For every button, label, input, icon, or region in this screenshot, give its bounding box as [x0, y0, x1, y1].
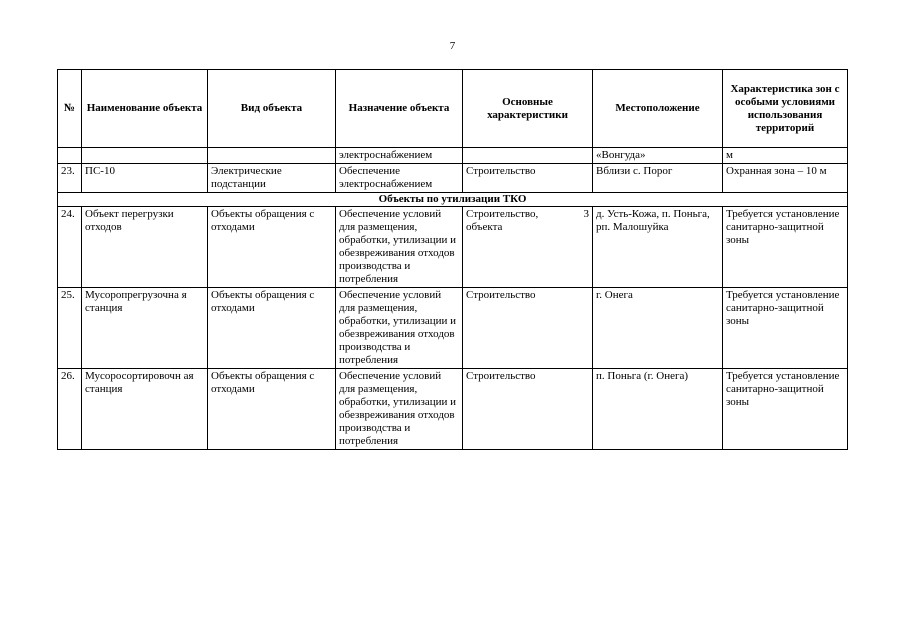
- table-row: [58, 207, 848, 288]
- header-characteristics: Основные характеристики: [463, 70, 593, 148]
- table-row: [58, 288, 848, 369]
- cell-location: г. Онега: [593, 288, 723, 369]
- cell-type: Объекты обращения с отходами: [208, 369, 336, 450]
- cell-purpose: Обеспечение условий для размещения, обработки, утилизации и обезвреживания отходов производства и потребления: [336, 369, 463, 450]
- cell-characteristics: Строительство: [463, 164, 593, 193]
- objects-table: [57, 69, 848, 450]
- section-row: [58, 193, 848, 207]
- cell-characteristics: Строительство: [463, 369, 593, 450]
- header-name: Наименование объекта: [82, 70, 208, 148]
- cell-name: ПС-10: [82, 164, 208, 193]
- cell-name: Объект перегрузки отходов: [82, 207, 208, 288]
- cell-num: 25.: [58, 288, 82, 369]
- cell-name: [82, 148, 208, 164]
- cell-num: [58, 148, 82, 164]
- cell-num: 24.: [58, 207, 82, 288]
- cell-purpose: Обеспечение условий для размещения, обработки, утилизации и обезвреживания отходов производства и потребления: [336, 207, 463, 288]
- cell-location: п. Поньга (г. Онега): [593, 369, 723, 450]
- cell-purpose: Обеспечение электроснабжением: [336, 164, 463, 193]
- cell-zone: Требуется установление санитарно-защитной зоны: [723, 288, 848, 369]
- cell-type: Объекты обращения с отходами: [208, 207, 336, 288]
- table-row: [58, 148, 848, 164]
- cell-characteristics: Строительство: [463, 288, 593, 369]
- cell-name: Мусоропрегрузочна я станция: [82, 288, 208, 369]
- cell-characteristics: [463, 148, 593, 164]
- header-purpose: Назначение объекта: [336, 70, 463, 148]
- cell-type: [208, 148, 336, 164]
- cell-zone: Требуется установление санитарно-защитной зоны: [723, 207, 848, 288]
- cell-type: Объекты обращения с отходами: [208, 288, 336, 369]
- cell-location: д. Усть-Кожа, п. Поньга, рп. Малошуйка: [593, 207, 723, 288]
- page-number: 7: [449, 40, 456, 52]
- header-zone: Характеристика зон с особыми условиями использования территорий: [723, 70, 848, 148]
- cell-purpose: Обеспечение условий для размещения, обработки, утилизации и обезвреживания отходов производства и потребления: [336, 288, 463, 369]
- table-row: [58, 369, 848, 450]
- cell-num: 23.: [58, 164, 82, 193]
- cell-characteristics: [463, 207, 593, 288]
- cell-purpose: электроснабжением: [336, 148, 463, 164]
- characteristics-text: Строительство,: [466, 208, 539, 220]
- cell-zone: м: [723, 148, 848, 164]
- header-location: Местоположение: [593, 70, 723, 148]
- header-num: №: [58, 70, 82, 148]
- section-title: Объекты по утилизации ТКО: [58, 193, 848, 207]
- cell-num: 26.: [58, 369, 82, 450]
- cell-type: Электрические подстанции: [208, 164, 336, 193]
- cell-location: Вблизи с. Порог: [593, 164, 723, 193]
- characteristics-line: [466, 208, 589, 221]
- cell-zone: Требуется установление санитарно-защитной зоны: [723, 369, 848, 450]
- cell-name: Мусоросортировочн ая станция: [82, 369, 208, 450]
- characteristics-unit: объекта: [466, 221, 503, 233]
- characteristics-qty: 3: [583, 208, 589, 220]
- header-type: Вид объекта: [208, 70, 336, 148]
- cell-location: «Вонгуда»: [593, 148, 723, 164]
- cell-zone: Охранная зона – 10 м: [723, 164, 848, 193]
- table-row: [58, 164, 848, 193]
- table-header-row: [58, 70, 848, 148]
